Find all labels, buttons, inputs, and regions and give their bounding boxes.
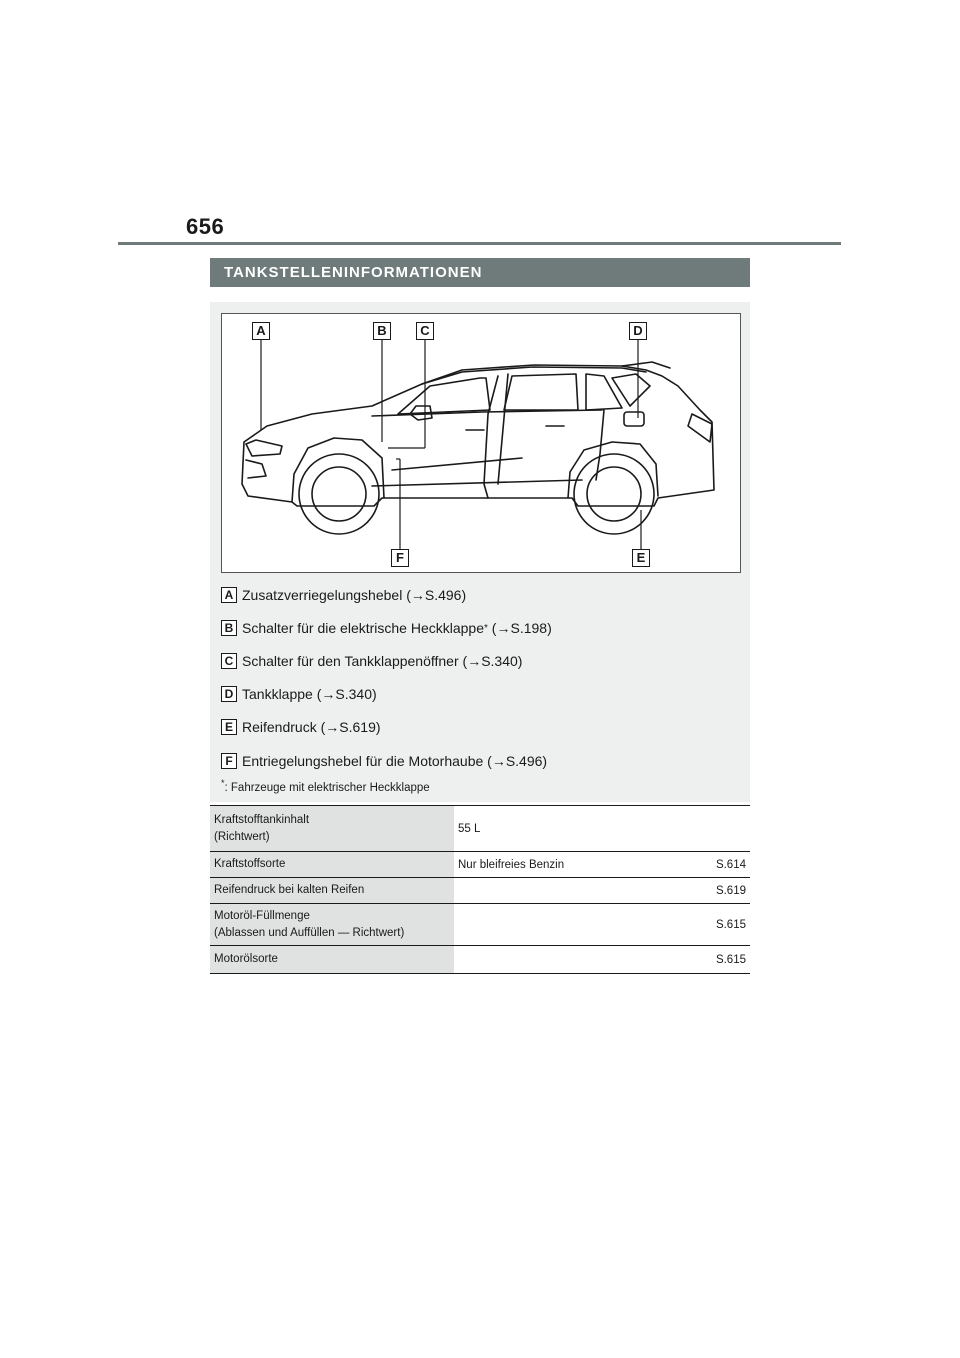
table-label-line: Kraftstofftankinhalt <box>214 813 310 826</box>
legend-text: Schalter für die elektrische Heckklappe <box>242 620 485 636</box>
table-value <box>454 806 750 852</box>
callout-f: F <box>391 549 409 567</box>
legend-item-a <box>221 585 466 605</box>
table-label-line: Motorölsorte <box>214 953 278 965</box>
footnote-text: : Fahrzeuge mit elektrischer Heckklappe <box>224 781 430 794</box>
section-title: TANKSTELLENINFORMATIONEN <box>210 258 750 287</box>
legend-badge: D <box>221 686 237 702</box>
table-value <box>454 946 750 974</box>
arrow-icon: → <box>321 686 336 702</box>
arrow-icon: → <box>491 753 506 769</box>
legend-badge: F <box>221 753 237 769</box>
legend-badge: E <box>221 719 237 735</box>
table-row <box>210 852 750 878</box>
table-label-line: Motoröl-Füllmenge <box>214 909 310 922</box>
legend-text-cont: ( <box>487 620 497 636</box>
table-value-text: Nur bleifreies Benzin <box>458 858 565 871</box>
table-value <box>454 852 750 878</box>
table-label-line: Reifendruck bei kalten Reifen <box>214 884 365 896</box>
legend-text: Schalter für den Tankklappenöffner ( <box>242 653 468 669</box>
table-row <box>210 946 750 974</box>
legend-text: Tankklappe ( <box>242 686 322 702</box>
fuel-spec-table <box>210 805 750 974</box>
legend-ref: S.496) <box>424 587 467 603</box>
table-ref: S.615 <box>715 953 746 966</box>
table-ref: S.615 <box>715 918 746 931</box>
page-number: 656 <box>186 214 225 239</box>
arrow-icon: → <box>325 719 340 735</box>
legend-text: Reifendruck ( <box>242 719 326 735</box>
vehicle-figure <box>221 313 741 573</box>
table-ref: S.614 <box>715 858 746 871</box>
legend-item-d <box>221 684 377 704</box>
footnote <box>221 778 430 794</box>
callout-c: C <box>416 322 434 340</box>
legend-text: Entriegelungshebel für die Motorhaube ( <box>242 753 492 769</box>
callout-a: A <box>252 322 270 340</box>
legend-ref: S.496) <box>505 753 548 769</box>
arrow-icon: → <box>496 620 511 636</box>
table-label-line: (Ablassen und Auffüllen — Richtwert) <box>214 926 405 939</box>
table-label <box>210 878 454 904</box>
table-row <box>210 904 750 946</box>
table-row <box>210 806 750 852</box>
footnote-mark: * <box>221 778 225 788</box>
legend-ref: S.198) <box>510 620 552 636</box>
legend-ref: S.340) <box>335 686 377 702</box>
legend-ref: S.619) <box>339 719 381 735</box>
legend-badge: A <box>221 587 237 603</box>
arrow-icon: → <box>467 653 482 669</box>
legend-ref: S.340) <box>481 653 523 669</box>
table-value <box>454 878 750 904</box>
table-row <box>210 878 750 904</box>
table-label <box>210 946 454 974</box>
legend-item-f <box>221 751 547 771</box>
legend-text: Zusatzverriegelungshebel ( <box>242 587 411 603</box>
table-ref: S.619 <box>715 884 746 897</box>
vehicle-side-view-illustration <box>222 314 742 574</box>
legend-badge: B <box>221 620 237 636</box>
table-label <box>210 852 454 878</box>
legend-item-c <box>221 651 522 671</box>
table-label-line: (Richtwert) <box>214 830 270 843</box>
arrow-icon: → <box>410 587 425 603</box>
table-label <box>210 806 454 852</box>
table-label <box>210 904 454 946</box>
table-label-line: Kraftstoffsorte <box>214 858 286 870</box>
table-value <box>454 904 750 946</box>
table-value-text: 55 L <box>458 822 481 835</box>
footnote-mark: * <box>484 622 488 634</box>
header-rule <box>118 242 841 245</box>
legend-item-e <box>221 717 381 737</box>
callout-b: B <box>373 322 391 340</box>
legend-badge: C <box>221 653 237 669</box>
callout-e: E <box>632 549 650 567</box>
legend-item-b <box>221 618 552 638</box>
callout-d: D <box>629 322 647 340</box>
